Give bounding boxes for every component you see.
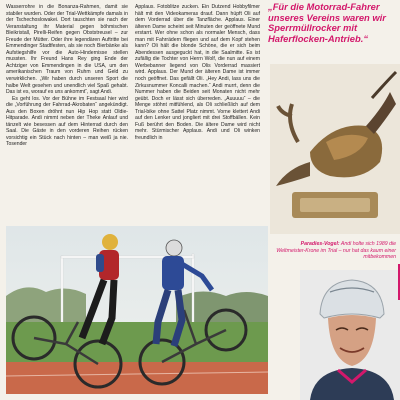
- cyclists-photo: [6, 226, 268, 394]
- article-column-1: [6, 4, 128, 148]
- caption-lead: Paradies-Vogel:: [300, 241, 340, 247]
- trophy-bird-photo: [270, 64, 400, 234]
- article-column-2: [135, 4, 260, 141]
- article-paragraph: Wasserrohre in die Bonanza-Rahmen, damit sie stabiler wurden. Oder der Trial-Wettkämpfe damals in der Tschechoslowakei. Dort tauschten sie nach der Veranstaltung ihr Material gegen böhmischen Bleikristall, Pirelli-Reifen gegen Obststreusel – zur Freude der Mütter. Oder ihre legendären Auftritte bei Emmendinger Stadtfesten, als sie noch Bierbänke als Aufstiegshilfe vor die Auto-Hindernisse stellen mussten. Ihr Freund Hans Rey ging Ende der Achtziger von Emmendingen in die USA, um den amerikanischen Traum von Ruhm und Geld zu verwirklichen. „Wir haben durch unseren Sport die halbe Welt gesehen und unendlich viel Spaß gehabt. Das ist es, worauf es uns ankommt“, sagt Andi.: [6, 4, 128, 96]
- portrait-photo: [300, 270, 400, 400]
- photo-caption: [272, 241, 396, 261]
- caption-text: Andi holte sich 1989 die Weltmeister-Krone im Trial – nur hat das kaum einer mitbekommen: [276, 241, 396, 261]
- article-paragraph: Es geht los. Vor der Bühne im Festsaal hier wird die „Vorführung der Fahrrad-Akrobaten“ angekündigt. Aus den Boxen dröhnt nun Hip Hop statt Oldie-Hitparade. Andi nimmt neben der Theke Anlauf und tänzelt wie besessen auf dem Hinterrad durch den Saal. Die Gäste in den vorderen Reihen rücken vorsichtig ein Stück nach hinten – man weiß ja nie. Tosender: [6, 95, 128, 148]
- pull-quote: „Für die Motorrad-Fahrer unseres Vereins waren wir Sperrmüllrocker mit Haferflocken-Antrieb.“: [268, 1, 386, 44]
- article-paragraph: Applaus. Fotoblitze zucken. Ein Dutzend Hobbyfilmer hält mit den Videokameras drauf. Dann hüpft Oli auf dem Vorderrad über die Tanzfläche. Applaus. Einer älteren Dame scheint seit Minuten der geöffnete Mund erstarrt. Wer ohne schon als normaler Mensch, dass man mit Fahrrädern fliegen und auf dem Kopf stehen kann? Oli hält die blonde Schöne, die er sich beim Abendessen ausgeguckt hat, in die Saalmitte. Es ist zufällig die Tochter von Herrn Wolf, die nun auf einem Werbebanner liegend von Olis Vorderrad massiert wird. Applaus. Der Mund der älteren Dame ist immer noch geöffnet. Das gefällt Oli. „Hey Andi, lass uns die Zirkusnummer Koncalli machen.“ Andi murrt, denn die Nummer haben die Beiden seit Monaten nicht mehr geübt. Doch er lässt sich überreden. „Auuuuu“ – die Menge stöhnt mitfühlend, als Oli schließlich auf dem Trial-bike ohne Sattel Platz nimmt. Vorne klettert Andi auf den Lenker und jongliert mit drei Stoffbällen. Kein Fuß berührt den Boden. Die ältere Dame wird nicht mehr. Stürmischer Applaus. Andi und Oli winken freundlich in: [135, 4, 260, 141]
